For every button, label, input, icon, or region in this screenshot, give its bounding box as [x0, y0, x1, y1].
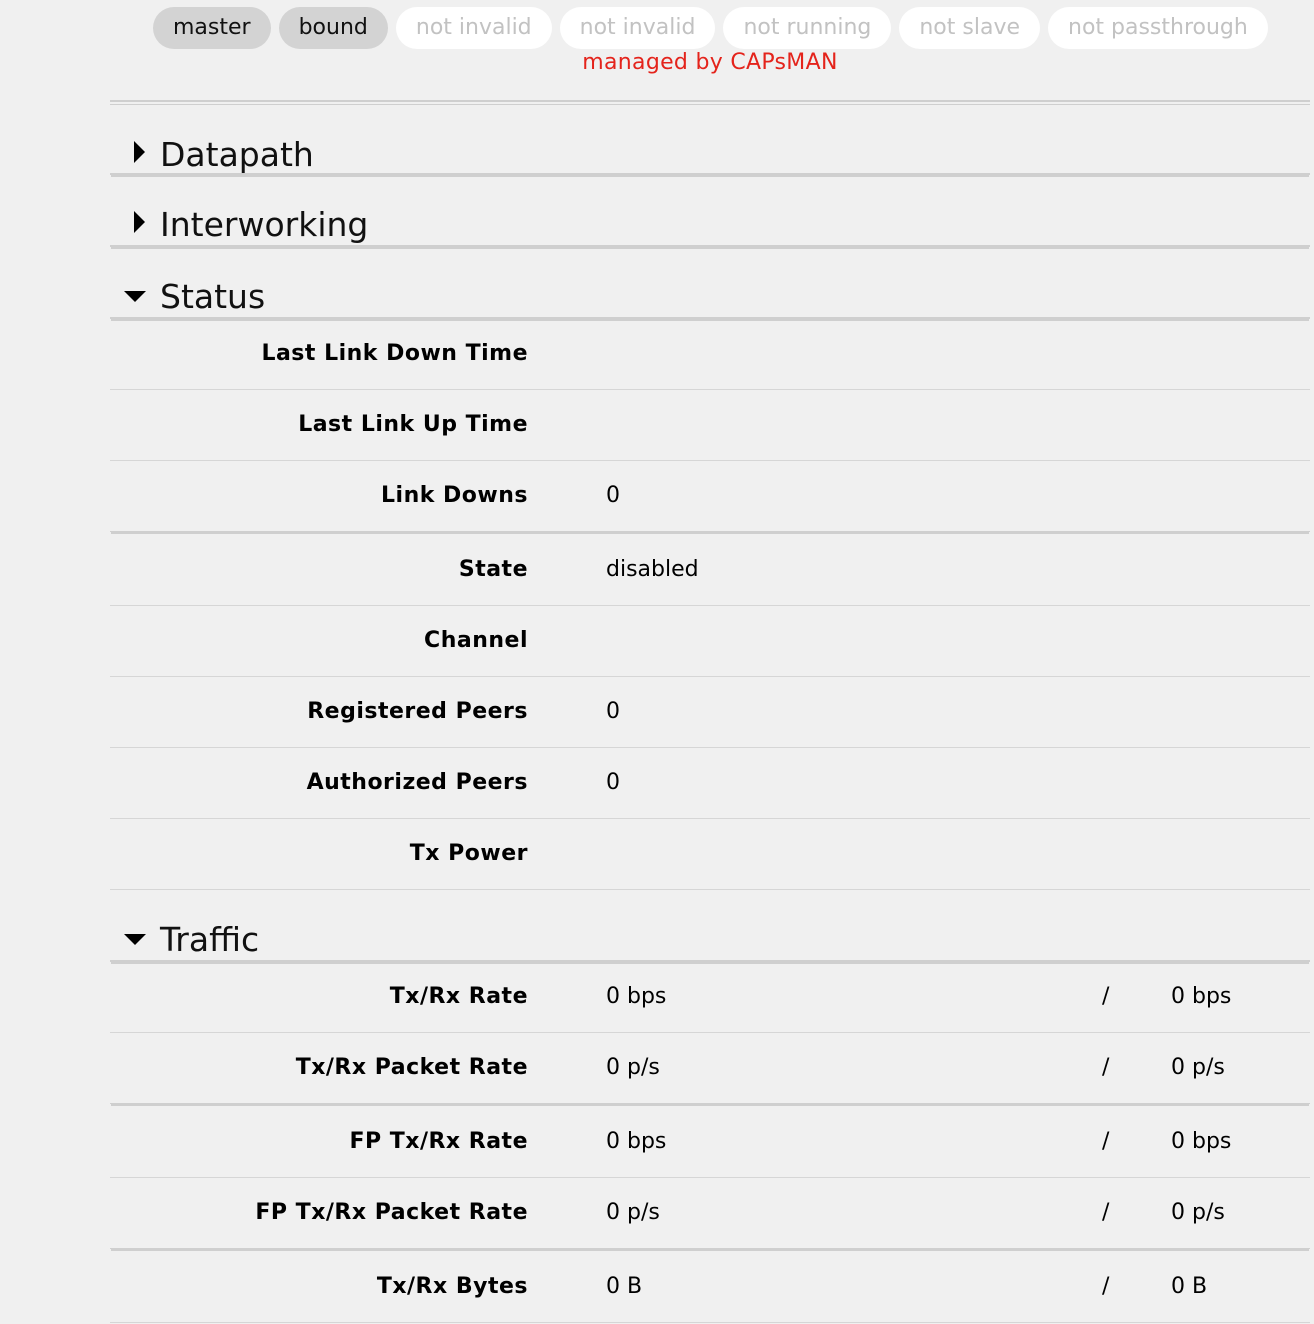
rx-value: 0 p/s [1171, 1055, 1225, 1080]
field-label: Channel [424, 628, 528, 653]
collapse-down-icon [124, 291, 146, 302]
section-title: Interworking [160, 205, 369, 244]
traffic-row-tx-rx-bytes [110, 1252, 1310, 1323]
value-separator: / [1102, 1274, 1110, 1299]
status-row-authorized-peers [110, 748, 1310, 819]
expand-right-icon [134, 141, 145, 163]
rx-value: 0 p/s [1171, 1200, 1225, 1225]
value-separator: / [1102, 1200, 1110, 1225]
status-row-link-downs [110, 461, 1310, 532]
section-title: Datapath [160, 135, 314, 174]
field-label: FP Tx/Rx Rate [349, 1129, 528, 1154]
tx-value: 0 p/s [606, 1200, 660, 1225]
traffic-row-tx-rx-rate [110, 962, 1310, 1033]
field-label: Registered Peers [307, 699, 528, 724]
tx-value: 0 B [606, 1274, 643, 1299]
field-label: Tx/Rx Rate [389, 984, 528, 1009]
section-traffic-header[interactable] [110, 890, 1310, 962]
field-label: Link Downs [381, 483, 528, 508]
section-interworking-header[interactable] [110, 175, 1310, 247]
traffic-row-fp-tx-rx-rate [110, 1107, 1310, 1178]
flag-not-invalid-2: not invalid [560, 7, 716, 49]
flag-master: master [153, 7, 271, 49]
flag-bound: bound [279, 7, 388, 49]
tx-value: 0 bps [606, 984, 667, 1009]
section-status-header[interactable] [110, 247, 1310, 319]
field-value: disabled [606, 557, 699, 582]
status-row-state [110, 535, 1310, 606]
rx-value: 0 bps [1171, 1129, 1232, 1154]
main-content [110, 100, 1310, 1323]
field-value: 0 [606, 770, 620, 795]
value-separator: / [1102, 984, 1110, 1009]
flag-not-passthrough: not passthrough [1048, 7, 1268, 49]
field-label: Last Link Down Time [261, 341, 528, 366]
rx-value: 0 bps [1171, 984, 1232, 1009]
value-separator: / [1102, 1055, 1110, 1080]
traffic-row-fp-tx-rx-packet-rate [110, 1178, 1310, 1249]
interface-flags [153, 7, 1268, 49]
field-value: 0 [606, 699, 620, 724]
flag-not-slave: not slave [899, 7, 1040, 49]
flag-not-running: not running [723, 7, 891, 49]
expand-right-icon [134, 211, 145, 233]
value-separator: / [1102, 1129, 1110, 1154]
field-label: Tx/Rx Bytes [376, 1274, 528, 1299]
flag-not-invalid: not invalid [396, 7, 552, 49]
section-title: Status [160, 277, 266, 316]
status-row-registered-peers [110, 677, 1310, 748]
status-row-last-link-up-time [110, 390, 1310, 461]
rx-value: 0 B [1171, 1274, 1208, 1299]
traffic-row-tx-rx-packet-rate [110, 1033, 1310, 1104]
tx-value: 0 p/s [606, 1055, 660, 1080]
field-label: Authorized Peers [306, 770, 528, 795]
field-label: Tx Power [409, 841, 528, 866]
section-title: Traffic [160, 920, 260, 959]
status-row-last-link-down-time [110, 319, 1310, 390]
field-value: 0 [606, 483, 620, 508]
field-label: Last Link Up Time [298, 412, 528, 437]
tx-value: 0 bps [606, 1129, 667, 1154]
collapse-down-icon [124, 934, 146, 945]
field-label: Tx/Rx Packet Rate [295, 1055, 528, 1080]
status-row-tx-power [110, 819, 1310, 890]
section-datapath-header[interactable] [110, 105, 1310, 175]
managed-by-notice: managed by CAPsMAN [582, 50, 838, 75]
field-label: State [458, 557, 528, 582]
field-label: FP Tx/Rx Packet Rate [255, 1200, 528, 1225]
status-row-channel [110, 606, 1310, 677]
